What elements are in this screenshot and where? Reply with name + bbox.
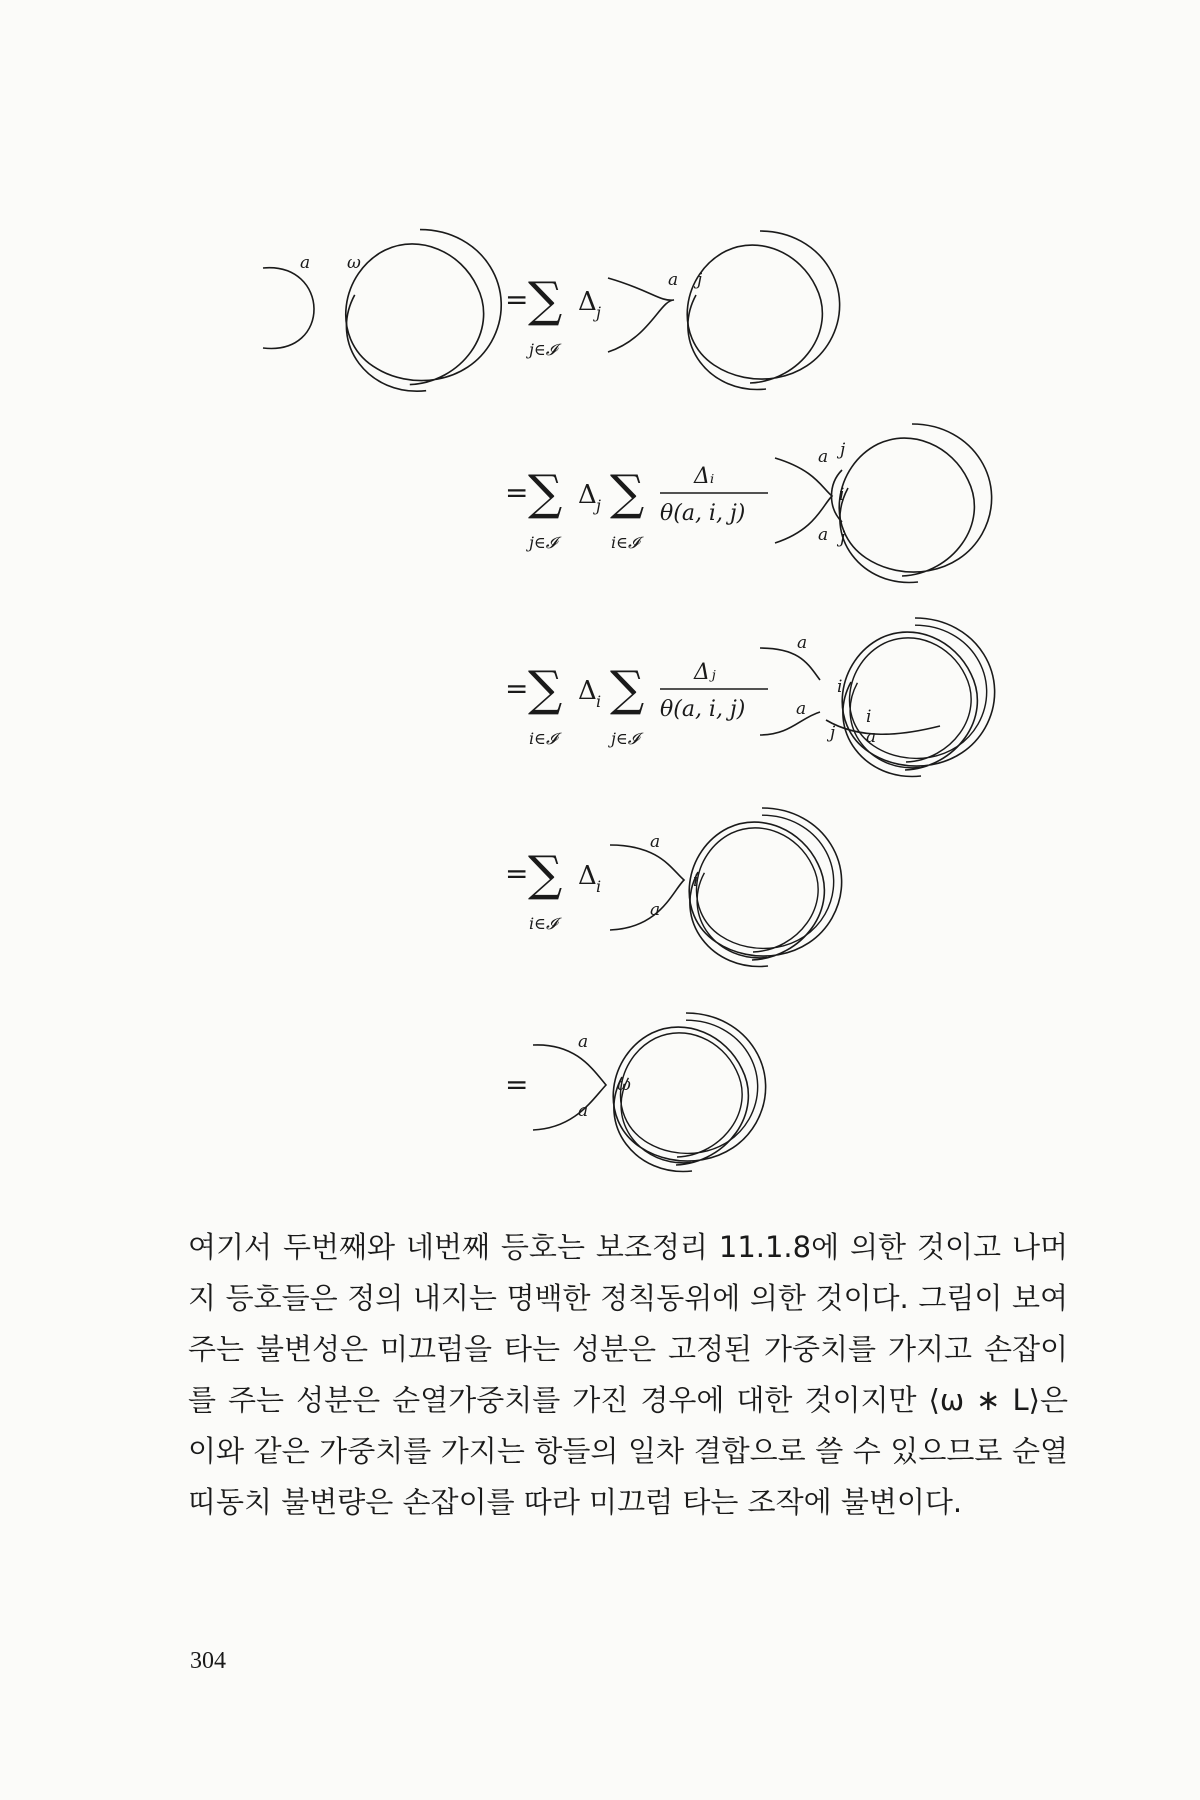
label-a: a bbox=[300, 253, 311, 273]
label-j: j bbox=[697, 270, 703, 290]
delta: Δ bbox=[578, 287, 597, 317]
delta-sub: j bbox=[596, 303, 601, 322]
equals-sign: = bbox=[505, 283, 529, 316]
label-a: a bbox=[796, 699, 807, 719]
sum-index-j: j∈𝓘 bbox=[611, 729, 639, 748]
delta: Δ bbox=[578, 480, 597, 510]
strand-a-top bbox=[760, 648, 820, 680]
label-a: a bbox=[866, 727, 877, 747]
sum-index: j∈𝓘 bbox=[529, 340, 557, 359]
sum-symbol: ∑ bbox=[610, 661, 645, 717]
label-a: a bbox=[668, 270, 679, 290]
label-a: a bbox=[578, 1101, 589, 1121]
trefoil-knot-omega bbox=[346, 230, 501, 392]
label-j: j bbox=[830, 723, 836, 743]
label-a: a bbox=[578, 1032, 589, 1052]
strand-a-left bbox=[263, 268, 314, 349]
strand-a bbox=[610, 845, 684, 930]
delta: Δ bbox=[578, 861, 597, 891]
body-paragraph: 여기서 두번째와 네번째 등호는 보조정리 11.1.8에 의한 것이고 나머지 등호들은 정의 내지는 명백한 정칙동위에 의한 것이다. 그림이 보여주는 불변성은 미끄럼을 타는 성분은 고정된 가중치를 가지고 손잡이를 주는 성분은 순열가중치를 가진 경우에 대한 것이지만 ⟨ω ∗ L⟩은 이와 같은 가중치를 가지는 항들의 일차 결합으로 쓸 수 있으므로 순열 띠동치 불변량은 손잡이를 따라 미끄럼 타는 조작에 불변이다. bbox=[188, 1230, 1078, 1519]
sum-index-i: i∈𝓘 bbox=[611, 533, 639, 552]
sum-index: i∈𝓘 bbox=[529, 914, 557, 933]
label-a: a bbox=[818, 447, 829, 467]
equals-sign: = bbox=[505, 857, 529, 890]
sum-symbol: ∑ bbox=[528, 846, 563, 902]
trefoil-knot bbox=[839, 424, 991, 582]
label-a: a bbox=[650, 832, 661, 852]
sum-symbol: ∑ bbox=[610, 465, 645, 521]
row-2 bbox=[505, 424, 992, 582]
strand-a bbox=[533, 1045, 606, 1130]
strand-a-bottom bbox=[760, 712, 820, 735]
delta-sub: j bbox=[596, 496, 601, 515]
sum-symbol: ∑ bbox=[528, 661, 563, 717]
equals-sign: = bbox=[505, 1068, 529, 1101]
delta-sub: i bbox=[596, 692, 602, 711]
row-3 bbox=[505, 618, 995, 776]
label-i: i bbox=[839, 485, 845, 505]
label-i: i bbox=[866, 707, 872, 727]
trefoil-knot-inner bbox=[697, 815, 834, 958]
sum-index-j: j∈𝓘 bbox=[529, 533, 557, 552]
label-a: a bbox=[797, 633, 808, 653]
label-i: i bbox=[693, 871, 699, 891]
strand-a-narrow bbox=[608, 278, 674, 352]
row-4 bbox=[505, 808, 842, 966]
row-1 bbox=[263, 230, 840, 392]
label-omega: ω bbox=[617, 1075, 631, 1095]
equals-sign: = bbox=[505, 476, 529, 509]
label-omega: ω bbox=[347, 253, 361, 273]
label-j: j bbox=[840, 440, 846, 460]
fraction-numerator: Δⱼ bbox=[694, 660, 716, 685]
row-5 bbox=[505, 1013, 766, 1171]
label-i: i bbox=[837, 677, 843, 697]
equals-sign: = bbox=[505, 672, 529, 705]
delta: Δ bbox=[578, 676, 597, 706]
sum-index-i: i∈𝓘 bbox=[529, 729, 557, 748]
label-a: a bbox=[650, 900, 661, 920]
label-a: a bbox=[818, 525, 829, 545]
sum-symbol: ∑ bbox=[528, 272, 563, 328]
fraction-denominator: θ(a, i, j) bbox=[660, 501, 746, 526]
delta-sub: i bbox=[596, 877, 602, 896]
fraction-denominator: θ(a, i, j) bbox=[660, 697, 746, 722]
fraction-numerator: Δᵢ bbox=[694, 464, 715, 489]
trefoil-knot-j bbox=[687, 231, 839, 389]
sum-symbol: ∑ bbox=[528, 465, 563, 521]
trefoil-knot-inner bbox=[621, 1020, 758, 1163]
label-j: j bbox=[840, 528, 846, 548]
page-number: 304 bbox=[190, 1648, 226, 1674]
